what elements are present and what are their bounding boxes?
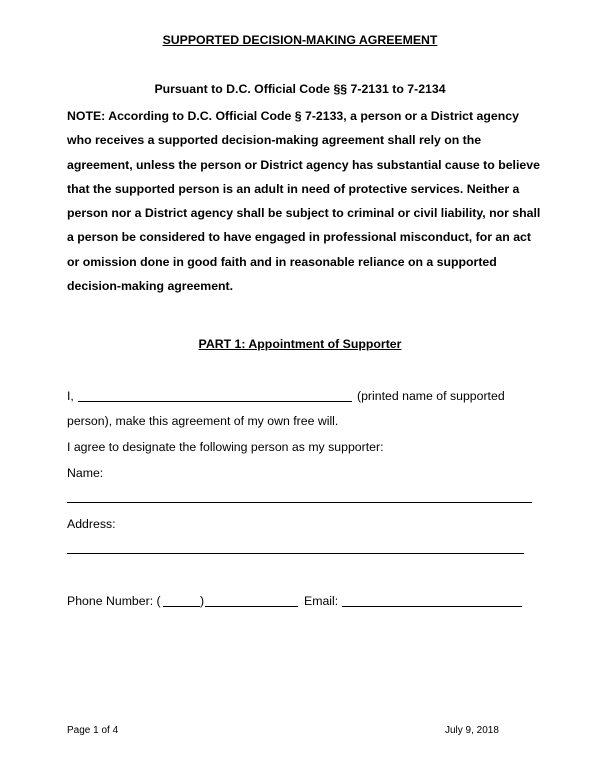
address-label: Address: (67, 517, 116, 531)
note-line: agreement, unless the person or District agency has substantial cause to believe (67, 157, 540, 172)
supporter-address-field[interactable] (67, 553, 524, 554)
pursuant-statement: Pursuant to D.C. Official Code §§ 7-2131 to 7-2134 (154, 82, 446, 96)
note-line: NOTE: According to D.C. Official Code § 7-2133, a person or a District agency (67, 109, 519, 123)
note-line: a person be considered to have engaged in professional misconduct, for an act (67, 230, 531, 245)
note-line: who receives a supported decision-making agreement shall rely on the (67, 133, 482, 148)
i-label: I, (67, 389, 74, 403)
email-label: Email: (304, 594, 339, 608)
designate-supporter-text: I agree to designate the following person as my supporter: (67, 440, 384, 454)
note-line: or omission done in good faith and in reasonable reliance on a supported (67, 254, 497, 269)
phone-number-field[interactable] (205, 606, 298, 607)
phone-paren-close: ) (200, 594, 205, 608)
note-line: decision-making agreement. (67, 279, 234, 294)
supporter-name-field[interactable] (67, 502, 532, 503)
note-line: that the supported person is an adult in need of protective services. Neither a (67, 181, 520, 196)
page-number: Page 1 of 4 (67, 725, 119, 736)
name-label: Name: (67, 466, 104, 480)
part1-title: PART 1: Appointment of Supporter (198, 337, 402, 351)
note-line: person nor a District agency shall be subject to criminal or civil liability, nor shall (67, 206, 541, 221)
printed-name-field[interactable] (78, 401, 352, 402)
phone-area-code-field[interactable] (163, 606, 200, 607)
printed-name-caption: (printed name of supported (357, 389, 505, 403)
document-date: July 9, 2018 (445, 725, 499, 736)
note-paragraph (67, 104, 547, 298)
document-title: SUPPORTED DECISION-MAKING AGREEMENT (162, 33, 438, 47)
email-field[interactable] (342, 606, 522, 607)
phone-label: Phone Number: ( (67, 594, 161, 608)
own-free-will-text: person), make this agreement of my own free will. (67, 414, 339, 428)
